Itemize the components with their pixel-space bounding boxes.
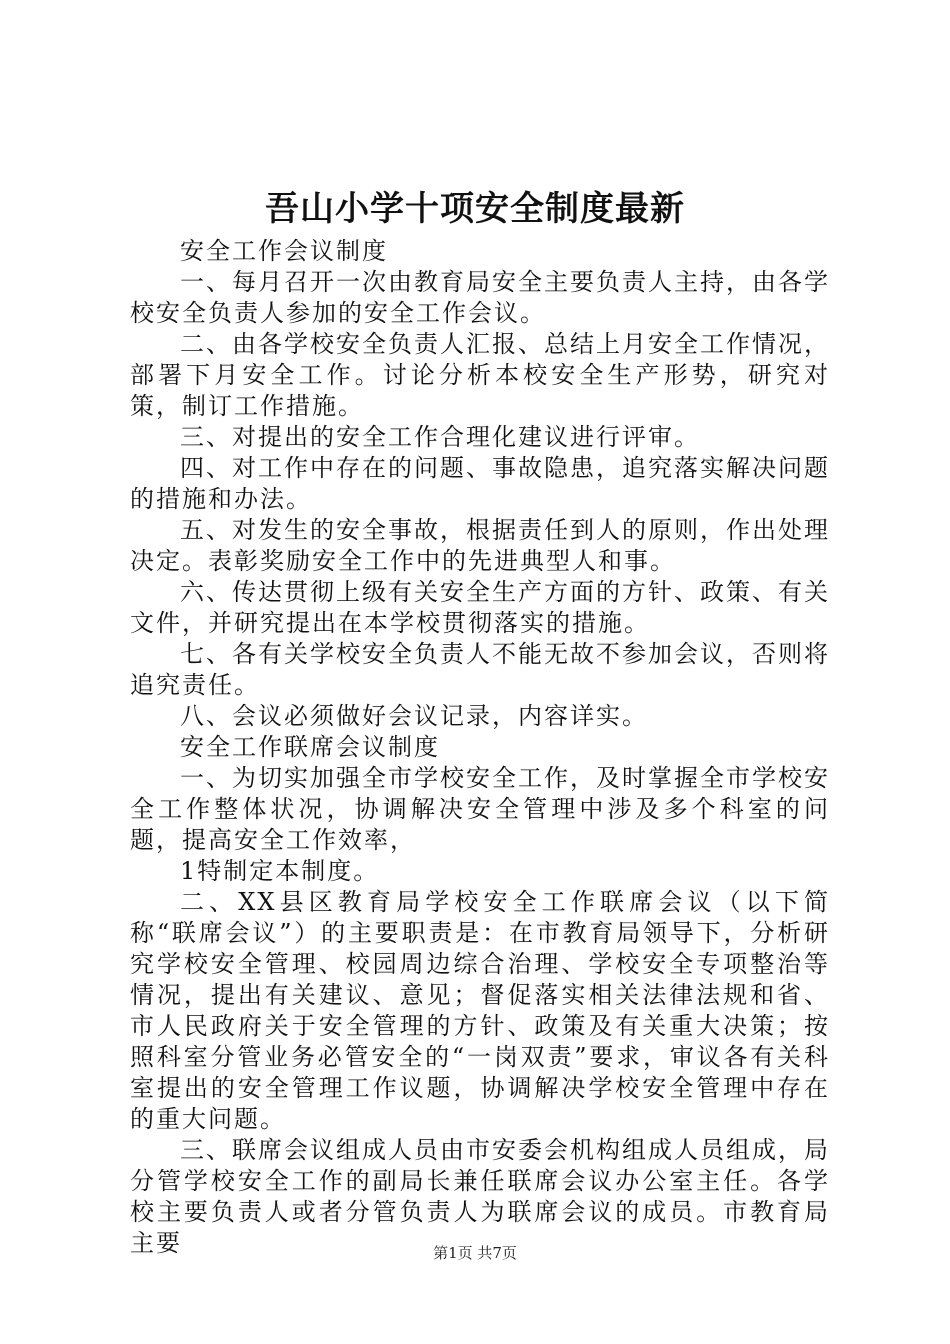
paragraph: 八、会议必须做好会议记录，内容详实。 <box>180 702 648 730</box>
page-number: 第1页 共7页 <box>433 1244 517 1262</box>
document-body <box>130 236 830 1259</box>
paragraph: 二、由各学校安全负责人汇报、总结上月安全工作情况，部署下月安全工作。讨论分析本校安全生产形势，研究对策，制订工作措施。 <box>130 330 830 420</box>
paragraph: 四、对工作中存在的问题、事故隐患，追究落实解决问题的措施和办法。 <box>130 454 830 513</box>
paragraph: 五、对发生的安全事故，根据责任到人的原则，作出处理决定。表彰奖励安全工作中的先进典型人和事。 <box>130 516 830 575</box>
section-heading: 安全工作联席会议制度 <box>180 733 440 761</box>
paragraph: 1特制定本制度。 <box>180 857 380 885</box>
paragraph: 六、传达贯彻上级有关安全生产方面的方针、政策、有关文件，并研究提出在本学校贯彻落实的措施。 <box>130 578 830 637</box>
section-heading: 安全工作会议制度 <box>180 237 388 265</box>
paragraph: 三、对提出的安全工作合理化建议进行评审。 <box>180 423 700 451</box>
paragraph: 一、每月召开一次由教育局安全主要负责人主持，由各学校安全负责人参加的安全工作会议。 <box>130 268 830 327</box>
paragraph: 三、联席会议组成人员由市安委会机构组成人员组成，局分管学校安全工作的副局长兼任联席会议办公室主任。各学校主要负责人或者分管负责人为联席会议的成员。市教育局主要 <box>130 1136 830 1257</box>
paragraph: 二、XX县区教育局学校安全工作联席会议（以下简称“联席会议”）的主要职责是：在市教育局领导下，分析研究学校安全管理、校园周边综合治理、学校安全专项整治等情况，提出有关建议、意见；督促落实相关法律法规和省、市人民政府关于安全管理的方针、政策及有关重大决策；按照科室分管业务必管安全的“一岗双责”要求，审议各有关科室提出的安全管理工作议题，协调解决学校安全管理中存在的重大问题。 <box>130 888 830 1133</box>
document-title: 吾山小学十项安全制度最新 <box>265 189 685 229</box>
paragraph: 七、各有关学校安全负责人不能无故不参加会议，否则将追究责任。 <box>130 640 830 699</box>
paragraph: 一、为切实加强全市学校安全工作，及时掌握全市学校安全工作整体状况，协调解决安全管理中涉及多个科室的问题，提高安全工作效率， <box>130 764 830 854</box>
